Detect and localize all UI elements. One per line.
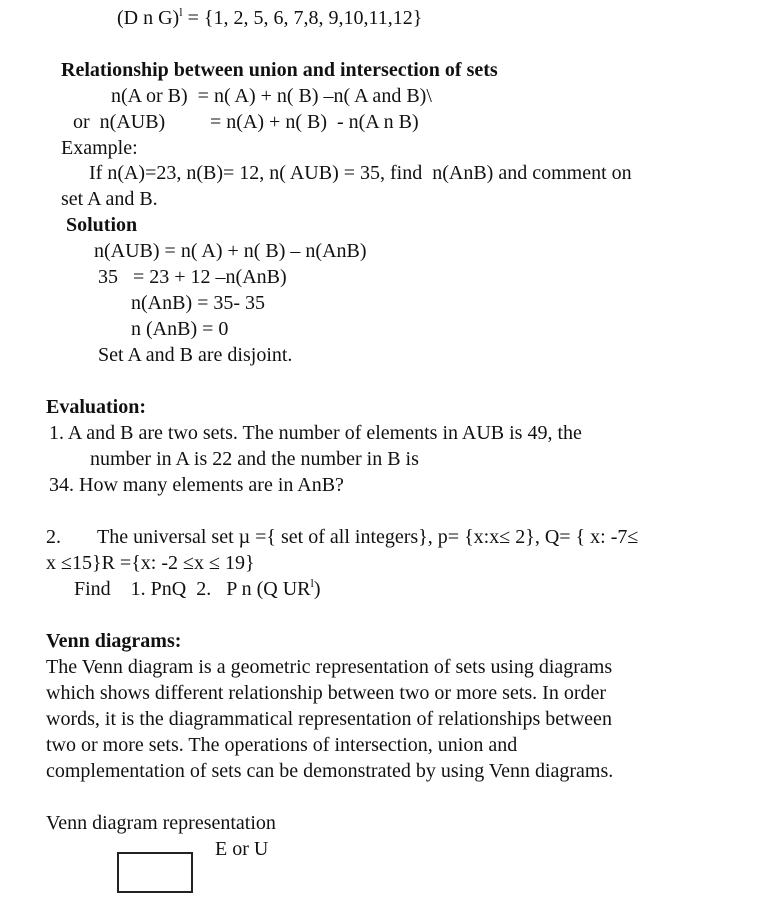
- venn-paragraph-line: The Venn diagram is a geometric representation of sets using diagrams: [46, 656, 613, 678]
- evaluation-heading: Evaluation:: [46, 396, 147, 418]
- complement-superscript: l: [179, 5, 183, 19]
- universal-set-rectangle: [117, 852, 193, 893]
- relationship-heading: Relationship between union and intersection of sets: [61, 59, 498, 81]
- complement-set-line: [117, 5, 422, 31]
- venn-heading: Venn diagrams:: [46, 630, 182, 652]
- solution-step: n (AnB) = 0: [131, 318, 229, 340]
- formula-union-or: n(A or B) = n( A) + n( B) –n( A and B)\: [111, 85, 432, 107]
- evaluation-q2-line1: The universal set µ ={ set of all integers}, p= {x:x≤ 2}, Q= { x: -7≤: [97, 526, 639, 548]
- solution-step: 35 = 23 + 12 –n(AnB): [98, 266, 287, 288]
- venn-paragraph-line: words, it is the diagrammatical representation of relationships between: [46, 708, 612, 730]
- find-expression-close: ): [313, 578, 321, 600]
- evaluation-q1-line1: 1. A and B are two sets. The number of elements in AUB is 49, the: [49, 422, 582, 444]
- example-question-line2: set A and B.: [61, 188, 158, 210]
- set-expression: (D n G): [117, 7, 180, 29]
- solution-heading: Solution: [66, 214, 138, 236]
- example-question-line1: If n(A)=23, n(B)= 12, n( AUB) = 35, find n(AnB) and comment on: [89, 162, 632, 184]
- universal-set-label: E or U: [215, 838, 269, 860]
- venn-paragraph-line: complementation of sets can be demonstrated by using Venn diagrams.: [46, 760, 614, 782]
- venn-paragraph-line: two or more sets. The operations of intersection, union and: [46, 734, 518, 756]
- venn-paragraph-line: which shows different relationship between two or more sets. In order: [46, 682, 607, 704]
- formula-union-or-label: or n(AUB): [73, 111, 166, 133]
- formula-union-rhs: = n(A) + n( B) - n(A n B): [210, 111, 419, 133]
- evaluation-q1-line3: 34. How many elements are in AnB?: [49, 474, 344, 496]
- set-elements: = {1, 2, 5, 6, 7,8, 9,10,11,12}: [182, 7, 423, 29]
- solution-step: n(AUB) = n( A) + n( B) – n(AnB): [94, 240, 367, 262]
- evaluation-q1-line2: number in A is 22 and the number in B is: [90, 448, 419, 470]
- solution-step: n(AnB) = 35- 35: [131, 292, 266, 314]
- evaluation-q2-number: 2.: [46, 526, 61, 548]
- example-label: Example:: [61, 137, 138, 159]
- venn-representation-label: Venn diagram representation: [46, 812, 276, 834]
- complement-superscript: l: [310, 576, 314, 590]
- solution-conclusion: Set A and B are disjoint.: [98, 344, 293, 366]
- find-expression: Find 1. PnQ 2. P n (Q UR: [74, 578, 311, 600]
- evaluation-q2-line2: x ≤15}R ={x: -2 ≤x ≤ 19}: [46, 552, 255, 574]
- evaluation-q2-find: [74, 576, 321, 602]
